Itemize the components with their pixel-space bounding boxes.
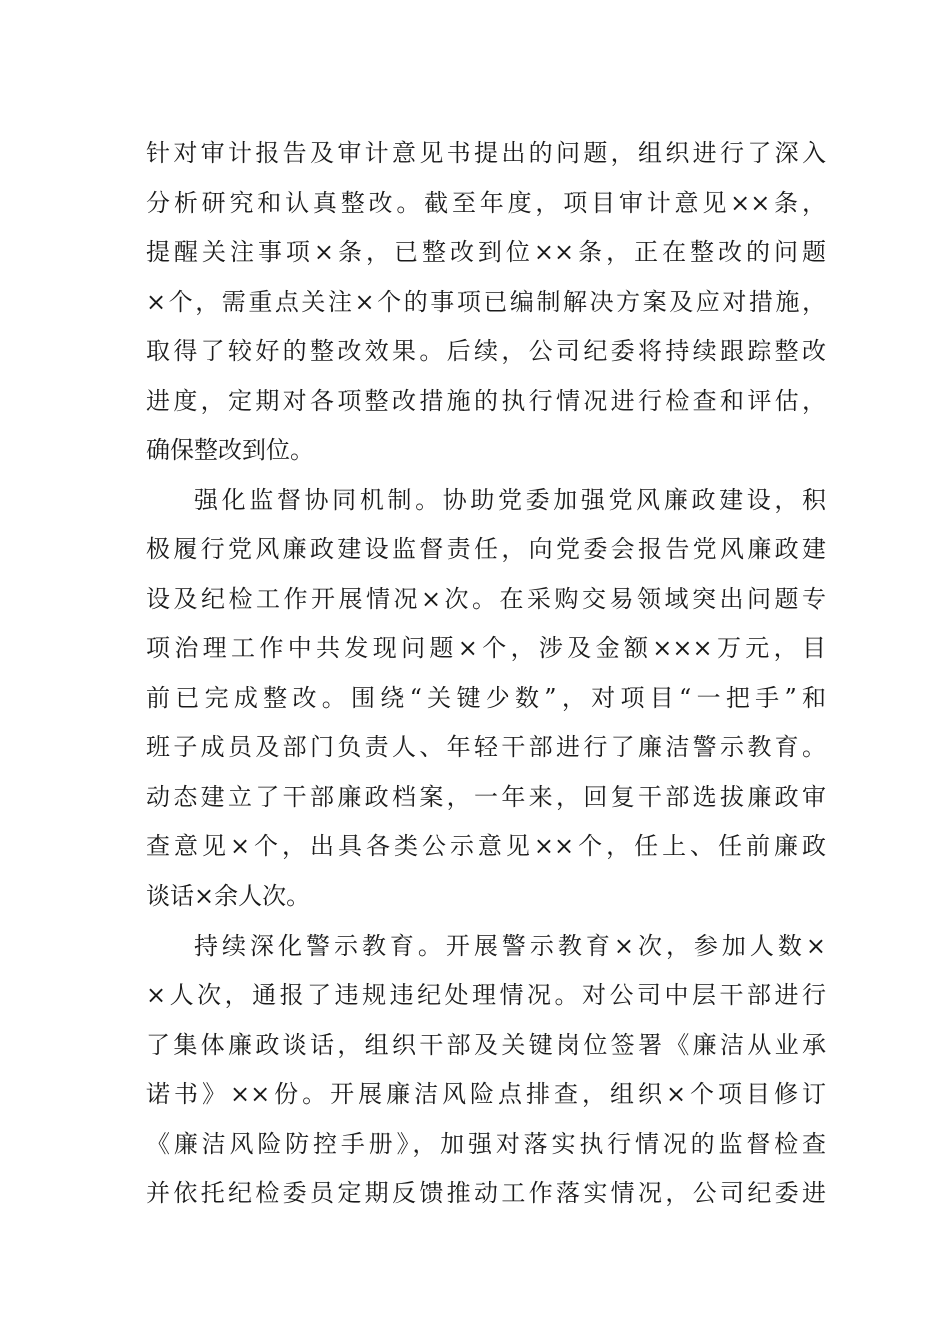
text-line: 前已完成整改。围绕“关键少数”，对项目“一把手”和 <box>146 684 826 712</box>
text-line: 极履行党风廉政建设监督责任，向党委会报告党风廉政建 <box>146 535 826 563</box>
text-line: 取得了较好的整改效果。后续，公司纪委将持续跟踪整改 <box>146 337 826 365</box>
text-line: 并依托纪检委员定期反馈推动工作落实情况，公司纪委进 <box>146 1179 826 1207</box>
text-line: 动态建立了干部廉政档案，一年来，回复干部选拔廉政审 <box>146 783 826 811</box>
text-line: 诺书》××份。开展廉洁风险点排查，组织×个项目修订 <box>146 1080 826 1108</box>
paragraph-start-line: 强化监督协同机制。协助党委加强党风廉政建设，积 <box>194 486 826 514</box>
paragraph-start-line: 持续深化警示教育。开展警示教育×次，参加人数× <box>194 932 826 960</box>
text-line: ×个，需重点关注×个的事项已编制解决方案及应对措施， <box>146 288 826 316</box>
text-line: 查意见×个，出具各类公示意见××个，任上、任前廉政 <box>146 832 826 860</box>
text-line: 了集体廉政谈话，组织干部及关键岗位签署《廉洁从业承 <box>146 1031 826 1059</box>
text-line: 谈话×余人次。 <box>146 882 311 910</box>
text-line: 确保整改到位。 <box>146 436 314 464</box>
text-line: 班子成员及部门负责人、年轻干部进行了廉洁警示教育。 <box>146 733 826 761</box>
text-line: ×人次，通报了违规违纪处理情况。对公司中层干部进行 <box>146 981 826 1009</box>
text-line: 设及纪检工作开展情况×次。在采购交易领域突出问题专 <box>146 585 826 613</box>
text-line: 提醒关注事项×条，已整改到位××条，正在整改的问题 <box>146 238 826 266</box>
text-line: 项治理工作中共发现问题×个，涉及金额×××万元，目 <box>146 634 826 662</box>
text-line: 《廉洁风险防控手册》，加强对落实执行情况的监督检查 <box>146 1130 826 1158</box>
text-line: 分析研究和认真整改。截至年度，项目审计意见××条， <box>146 189 826 217</box>
text-line: 进度，定期对各项整改措施的执行情况进行检查和评估， <box>146 387 826 415</box>
text-line: 针对审计报告及审计意见书提出的问题，组织进行了深入 <box>146 139 826 167</box>
